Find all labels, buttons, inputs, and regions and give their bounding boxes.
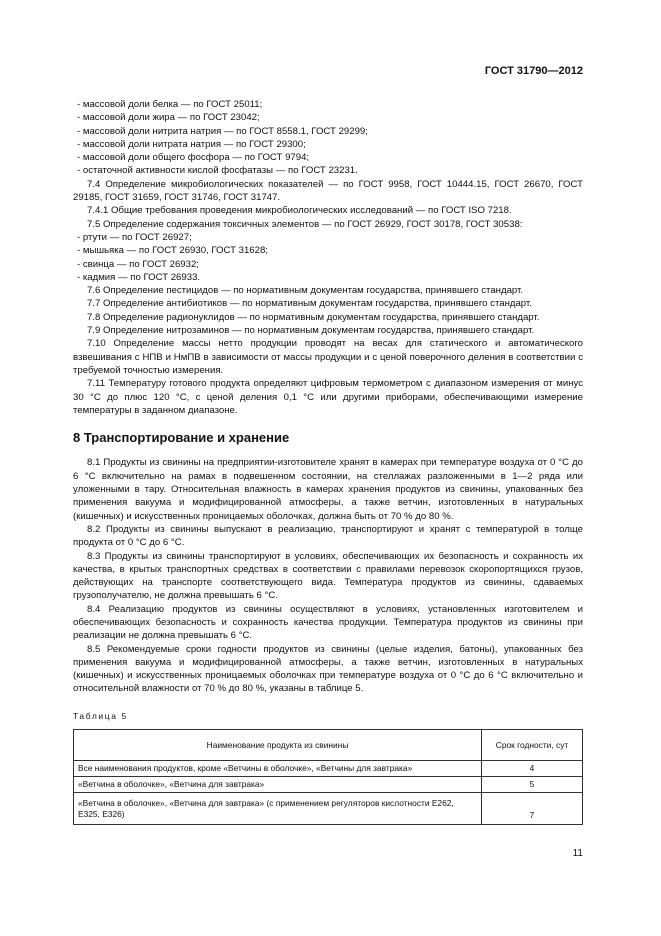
list-item: - массовой доли общего фосфора — по ГОСТ 9794; — [77, 152, 310, 164]
shelf-life-cell: 7 — [482, 793, 583, 825]
document-number: ГОСТ 31790—2012 — [484, 65, 583, 77]
paragraph: 8.5 Рекомендуемые сроки годности продуктов из свинины (целые изделия, батоны), упакованных без применения вакуума и модифицированной атмосферы, а также ветчин, изготовленных в натуральных (кишечных) и искусственных проницаемых оболочках при температуре воздуха от 0 °С до 6 °С включительно и относительной влажности от 70 % до 80 %, указаны в таблице 5. — [73, 643, 583, 695]
table-row — [74, 761, 583, 777]
list-item: - массовой доли белка — по ГОСТ 25011; — [77, 99, 263, 110]
table-row — [74, 777, 583, 793]
list-item: - свинца — по ГОСТ 26932; — [77, 258, 199, 270]
shelf-life-table — [73, 729, 583, 825]
paragraph: 7.5 Определение содержания токсичных элементов — по ГОСТ 26929, ГОСТ 30178, ГОСТ 30538: — [87, 218, 523, 230]
paragraph: 7.8 Определение радионуклидов — по нормативным документам государства, принявшего стандарт. — [87, 311, 540, 323]
paragraph: 7.7 Определение антибиотиков — по нормативным документам государства, принявшего стандарт. — [87, 298, 532, 310]
shelf-life-cell: 4 — [482, 761, 583, 777]
column-header-product: Наименование продукта из свинины — [74, 730, 482, 761]
product-name-cell: Все наименования продуктов, кроме «Ветчины в оболочке», «Ветчины для завтрака» — [74, 761, 482, 777]
list-item: - мышьяка — по ГОСТ 26930, ГОСТ 31628; — [77, 245, 268, 257]
paragraph: 7.10 Определение массы нетто продукции проводят на весах для статического и автоматического взвешивания с НПВ и НмПВ в зависимости от массы продукции и с ценой поверочного деления в соответствии с требуемой точностью измерения. — [73, 338, 583, 376]
list-item: - массовой доли жира — по ГОСТ 23042; — [77, 112, 260, 124]
paragraph: 7.9 Определение нитрозаминов — по нормативным документам государства, принявшего стандарт. — [87, 325, 535, 337]
table-row — [74, 793, 583, 825]
page-number: 11 — [572, 848, 583, 859]
paragraph: 7.11 Температуру готового продукта определяют цифровым термометром с диапазоном измерения от минус 30 °С до плюс 120 °С, с ценой деления 0,1 °С или другими приборами, обеспечивающими измерение температуры в заданном диапазоне. — [73, 378, 583, 416]
list-item: - массовой доли нитрита натрия — по ГОСТ 8558.1, ГОСТ 29299; — [77, 125, 368, 137]
list-item: - ртути — по ГОСТ 26927; — [77, 231, 192, 243]
list-item: - остаточной активности кислой фосфатазы — по ГОСТ 23231. — [77, 165, 358, 177]
paragraph: 8.2 Продукты из свинины выпускают в реализацию, транспортируют и хранят с температурой в толще продукта от 0 °С до 6 °С. — [73, 523, 583, 549]
paragraph: 7.4 Определение микробиологических показателей — по ГОСТ 9958, ГОСТ 10444.15, ГОСТ 26670, ГОСТ 29185, ГОСТ 31659, ГОСТ 31746, ГОСТ 31747. — [73, 178, 583, 204]
list-item: - массовой доли нитрата натрия — по ГОСТ 29300; — [77, 138, 306, 150]
column-header-shelf-life: Срок годности, сут — [482, 730, 583, 761]
table-caption: Таблица 5 — [73, 710, 128, 721]
product-name-cell: «Ветчина в оболочке», «Ветчина для завтрака» (с применением регуляторов кислотности Е262, Е325, Е326) — [74, 793, 482, 825]
paragraph: 8.4 Реализацию продуктов из свинины осуществляют в условиях, установленных изготовителем и обеспечивающих безопасность и сохранность качества продукции. Температура продуктов из свинины при реализации не должна превышать 6 °С. — [73, 603, 583, 642]
paragraph: 8.1 Продукты из свинины на предприятии-изготовителе хранят в камерах при температуре воздуха от 0 °С до 6 °С включительно на рамах в подвешенном состоянии, на стеллажах разложенными в 1—2 ряда или уложенными в тару. Относительная влажность в камерах хранения продуктов из свинины, упакованных без применения вакуума и модифицированной атмосферы, а также ветчин, изготовленных в натуральных (кишечных) и искусственных проницаемых оболочках, должна быть от 70 % до 80 %. — [73, 457, 583, 522]
shelf-life-cell: 5 — [482, 777, 583, 793]
paragraph: 7.4.1 Общие требования проведения микробиологических исследований — по ГОСТ ISO 7218. — [87, 205, 512, 217]
paragraph: 7.6 Определение пестицидов — по нормативным документам государства, принявшего стандарт. — [87, 285, 524, 297]
document-body — [73, 98, 583, 825]
table-header-row — [74, 730, 583, 761]
paragraph: 8.3 Продукты из свинины транспортируют в условиях, обеспечивающих их безопасность и сохранность их качества, в крытых транспортных средствах в соответствии с правилами перевозок скоропортящихся грузов, действующих на транспорте соответствующего вида. Температура продуктов из свинины, сдаваемых грузополучателю, не должна превышать 6 °С. — [73, 550, 583, 602]
product-name-cell: «Ветчина в оболочке», «Ветчина для завтрака» — [74, 777, 482, 793]
list-item: - кадмия — по ГОСТ 26933. — [77, 271, 201, 283]
section-heading: 8 Транспортирование и хранение — [73, 430, 290, 446]
